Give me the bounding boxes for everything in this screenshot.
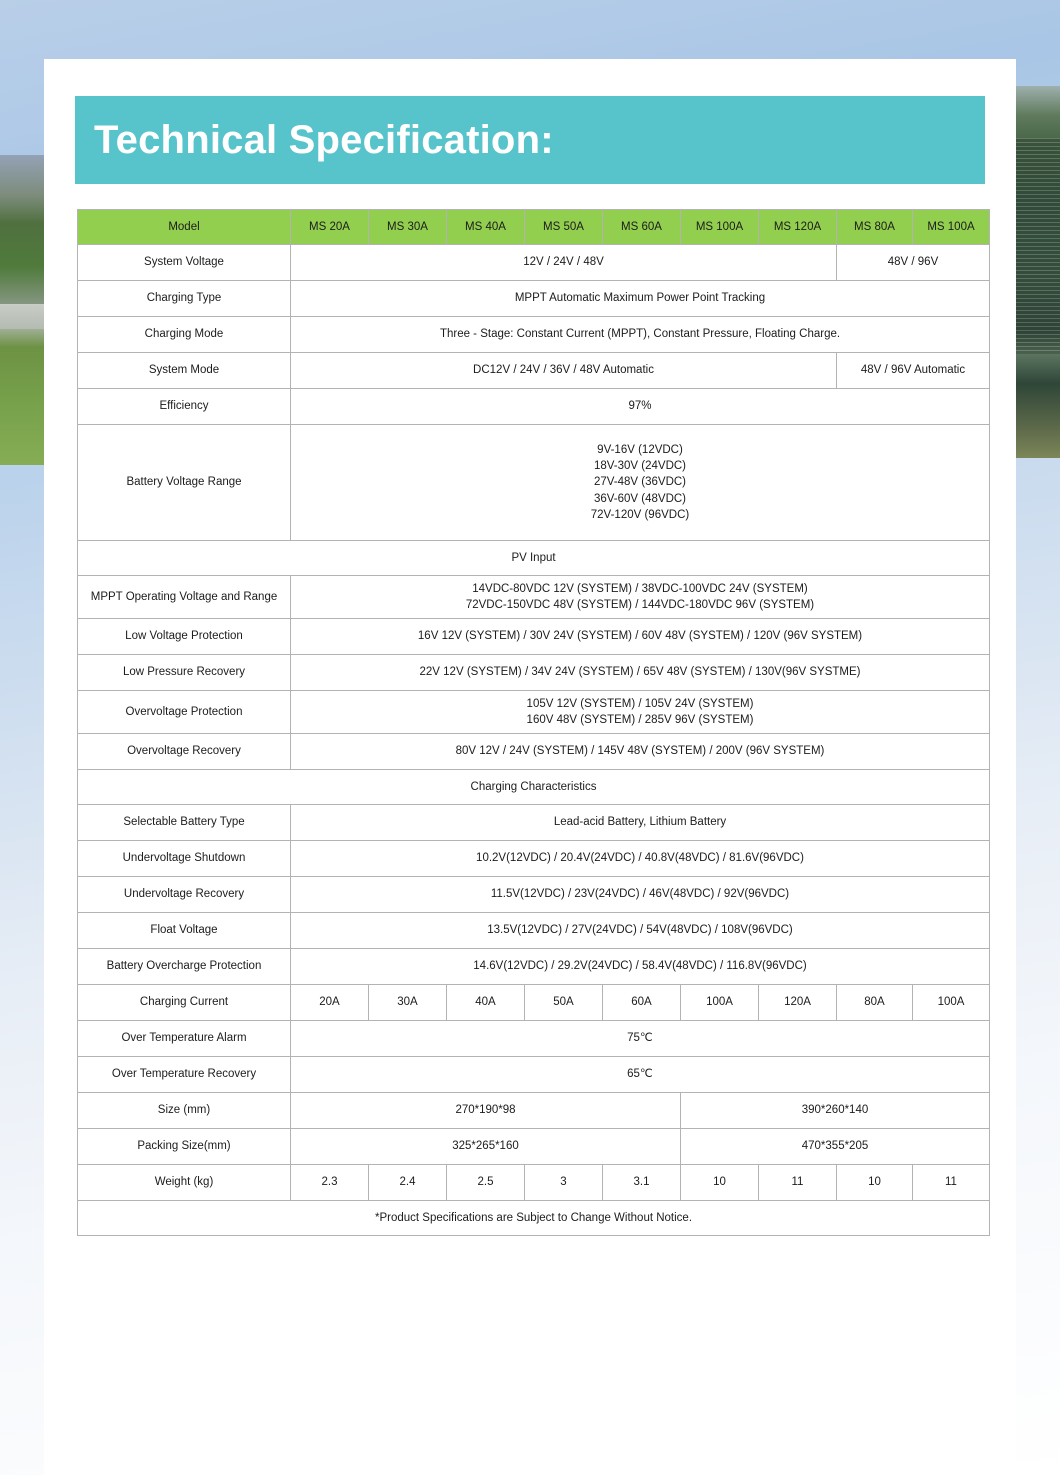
table-row-mppt-operating — [78, 576, 990, 619]
value-selectable-battery-type: Lead-acid Battery, Lithium Battery — [291, 805, 990, 841]
value-packing-size-mm-b: 470*355*205 — [681, 1129, 990, 1165]
value-charging-current-ms80a: 80A — [837, 985, 913, 1021]
row-label-packing-size-mm: Packing Size(mm) — [78, 1129, 291, 1165]
row-label-efficiency: Efficiency — [78, 389, 291, 425]
value-low-pressure-recovery: 22V 12V (SYSTEM) / 34V 24V (SYSTEM) / 65V 48V (SYSTEM) / 130V(96V SYSTME) — [291, 655, 990, 691]
table-row-low-voltage-protection — [78, 619, 990, 655]
row-label-overvoltage-protection: Overvoltage Protection — [78, 691, 291, 734]
value-weight-ms50a: 3 — [525, 1165, 603, 1201]
value-charging-type: MPPT Automatic Maximum Power Point Tracking — [291, 281, 990, 317]
value-system-mode-b: 48V / 96V Automatic — [837, 353, 990, 389]
value-system-voltage-b: 48V / 96V — [837, 245, 990, 281]
page-title: Technical Specification: — [94, 117, 554, 162]
value-over-temperature-alarm: 75℃ — [291, 1021, 990, 1057]
row-label-over-temperature-recovery: Over Temperature Recovery — [78, 1057, 291, 1093]
column-header-ms20a: MS 20A — [291, 210, 369, 245]
table-row-undervoltage-shutdown — [78, 841, 990, 877]
row-label-undervoltage-shutdown: Undervoltage Shutdown — [78, 841, 291, 877]
column-header-ms30a: MS 30A — [369, 210, 447, 245]
row-label-system-voltage: System Voltage — [78, 245, 291, 281]
column-header-ms50a: MS 50A — [525, 210, 603, 245]
value-weight-ms80a: 10 — [837, 1165, 913, 1201]
table-row-footnote — [78, 1201, 990, 1236]
value-weight-ms40a: 2.5 — [447, 1165, 525, 1201]
battery-voltage-line-2: 18V-30V (24VDC) — [593, 460, 687, 472]
row-label-battery-voltage-range: Battery Voltage Range — [78, 425, 291, 541]
table-row-overvoltage-recovery — [78, 734, 990, 770]
row-label-undervoltage-recovery: Undervoltage Recovery — [78, 877, 291, 913]
value-battery-overcharge-protection: 14.6V(12VDC) / 29.2V(24VDC) / 58.4V(48VDC) / 116.8V(96VDC) — [291, 949, 990, 985]
value-overvoltage-recovery: 80V 12V / 24V (SYSTEM) / 145V 48V (SYSTEM) / 200V (96V SYSTEM) — [291, 734, 990, 770]
value-overvoltage-protection — [291, 691, 990, 734]
row-label-weight-kg: Weight (kg) — [78, 1165, 291, 1201]
row-label-overvoltage-recovery: Overvoltage Recovery — [78, 734, 291, 770]
section-title-charging-characteristics: Charging Characteristics — [78, 770, 990, 805]
value-size-mm-a: 270*190*98 — [291, 1093, 681, 1129]
row-label-system-mode: System Mode — [78, 353, 291, 389]
value-low-voltage-protection: 16V 12V (SYSTEM) / 30V 24V (SYSTEM) / 60V 48V (SYSTEM) / 120V (96V SYSTEM) — [291, 619, 990, 655]
row-label-low-voltage-protection: Low Voltage Protection — [78, 619, 291, 655]
row-label-over-temperature-alarm: Over Temperature Alarm — [78, 1021, 291, 1057]
value-system-voltage-a: 12V / 24V / 48V — [291, 245, 837, 281]
row-label-charging-current: Charging Current — [78, 985, 291, 1021]
table-row-battery-overcharge-protection — [78, 949, 990, 985]
overvoltage-protection-line-2: 160V 48V (SYSTEM) / 285V 96V (SYSTEM) — [526, 714, 754, 726]
value-size-mm-b: 390*260*140 — [681, 1093, 990, 1129]
value-charging-current-ms40a: 40A — [447, 985, 525, 1021]
row-label-charging-mode: Charging Mode — [78, 317, 291, 353]
table-row-packing-size-mm — [78, 1129, 990, 1165]
column-header-ms40a: MS 40A — [447, 210, 525, 245]
value-charging-current-ms120a: 120A — [759, 985, 837, 1021]
table-row-over-temperature-recovery — [78, 1057, 990, 1093]
battery-voltage-line-5: 72V-120V (96VDC) — [590, 508, 690, 521]
table-row-float-voltage — [78, 913, 990, 949]
battery-voltage-line-3: 27V-48V (36VDC) — [593, 476, 687, 489]
overvoltage-protection-line-1: 105V 12V (SYSTEM) / 105V 24V (SYSTEM) — [526, 697, 754, 710]
table-row-size-mm — [78, 1093, 990, 1129]
column-header-ms100a-2: MS 100A — [913, 210, 990, 245]
value-charging-current-ms60a: 60A — [603, 985, 681, 1021]
row-label-low-pressure-recovery: Low Pressure Recovery — [78, 655, 291, 691]
row-label-selectable-battery-type: Selectable Battery Type — [78, 805, 291, 841]
value-weight-ms20a: 2.3 — [291, 1165, 369, 1201]
value-packing-size-mm-a: 325*265*160 — [291, 1129, 681, 1165]
value-float-voltage: 13.5V(12VDC) / 27V(24VDC) / 54V(48VDC) / 108V(96VDC) — [291, 913, 990, 949]
column-header-ms100a-1: MS 100A — [681, 210, 759, 245]
table-row-charging-current — [78, 985, 990, 1021]
table-row-system-mode — [78, 353, 990, 389]
table-row-charging-mode — [78, 317, 990, 353]
table-row-overvoltage-protection — [78, 691, 990, 734]
table-row-charging-type — [78, 281, 990, 317]
column-header-ms80a: MS 80A — [837, 210, 913, 245]
value-charging-current-ms50a: 50A — [525, 985, 603, 1021]
row-label-size-mm: Size (mm) — [78, 1093, 291, 1129]
value-battery-voltage-range — [291, 425, 990, 541]
row-label-mppt-operating: MPPT Operating Voltage and Range — [78, 576, 291, 619]
table-row-undervoltage-recovery — [78, 877, 990, 913]
battery-voltage-line-4: 36V-60V (48VDC) — [593, 492, 687, 505]
value-system-mode-a: DC12V / 24V / 36V / 48V Automatic — [291, 353, 837, 389]
table-row-system-voltage — [78, 245, 990, 281]
value-charging-current-ms100a-1: 100A — [681, 985, 759, 1021]
table-header-row — [78, 210, 990, 245]
section-header-charging-characteristics — [78, 770, 990, 805]
table-row-efficiency — [78, 389, 990, 425]
column-header-ms120a: MS 120A — [759, 210, 837, 245]
document-page — [44, 59, 1016, 1475]
mppt-operating-line-2: 72VDC-150VDC 48V (SYSTEM) / 144VDC-180VDC 96V (SYSTEM) — [465, 599, 815, 611]
background-photo-left — [0, 155, 46, 465]
row-label-float-voltage: Float Voltage — [78, 913, 291, 949]
value-mppt-operating — [291, 576, 990, 619]
value-weight-ms100a-1: 10 — [681, 1165, 759, 1201]
value-charging-current-ms20a: 20A — [291, 985, 369, 1021]
value-weight-ms100a-2: 11 — [913, 1165, 990, 1201]
value-over-temperature-recovery: 65℃ — [291, 1057, 990, 1093]
table-row-weight-kg — [78, 1165, 990, 1201]
row-label-battery-overcharge-protection: Battery Overcharge Protection — [78, 949, 291, 985]
footnote-text: *Product Specifications are Subject to Change Without Notice. — [78, 1201, 990, 1236]
value-undervoltage-recovery: 11.5V(12VDC) / 23V(24VDC) / 46V(48VDC) / 92V(96VDC) — [291, 877, 990, 913]
value-weight-ms120a: 11 — [759, 1165, 837, 1201]
column-header-model: Model — [78, 210, 291, 245]
value-efficiency: 97% — [291, 389, 990, 425]
value-undervoltage-shutdown: 10.2V(12VDC) / 20.4V(24VDC) / 40.8V(48VDC) / 81.6V(96VDC) — [291, 841, 990, 877]
row-label-charging-type: Charging Type — [78, 281, 291, 317]
section-title-pv-input: PV Input — [78, 541, 990, 576]
table-row-over-temperature-alarm — [78, 1021, 990, 1057]
title-banner — [75, 96, 985, 184]
value-charging-current-ms100a-2: 100A — [913, 985, 990, 1021]
value-weight-ms30a: 2.4 — [369, 1165, 447, 1201]
column-header-ms60a: MS 60A — [603, 210, 681, 245]
value-weight-ms60a: 3.1 — [603, 1165, 681, 1201]
value-charging-mode: Three - Stage: Constant Current (MPPT), Constant Pressure, Floating Charge. — [291, 317, 990, 353]
value-charging-current-ms30a: 30A — [369, 985, 447, 1021]
table-row-low-pressure-recovery — [78, 655, 990, 691]
battery-voltage-line-1: 9V-16V (12VDC) — [597, 443, 683, 456]
table-row-battery-voltage-range — [78, 425, 990, 541]
technical-specification-table — [77, 209, 990, 1236]
section-header-pv-input — [78, 541, 990, 576]
mppt-operating-line-1: 14VDC-80VDC 12V (SYSTEM) / 38VDC-100VDC 24V (SYSTEM) — [472, 582, 808, 595]
table-row-selectable-battery-type — [78, 805, 990, 841]
